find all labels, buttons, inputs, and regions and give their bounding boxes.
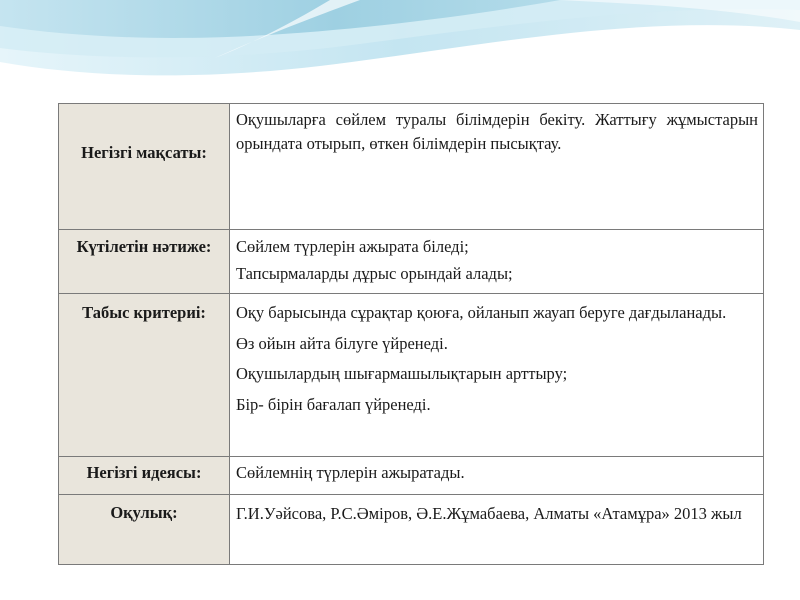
cell-line: Сөйлемнің түрлерін ажыратады. <box>236 463 465 482</box>
table-row <box>59 294 764 457</box>
row-value-expected-result <box>230 230 764 294</box>
cell-line: Оқушыларға сөйлем туралы білімдерін бекіту. Жаттығу жұмыстарын орындата отырып, өткен білімдерін пысықтау. <box>236 110 758 153</box>
cell-line: Бір- бірін бағалап үйренеді. <box>236 394 431 414</box>
row-value-main-idea <box>230 457 764 495</box>
cell-line: Сөйлем түрлерін ажырата біледі; <box>236 237 469 256</box>
cell-line: Өз ойын айта білуге үйренеді. <box>236 333 448 353</box>
row-value-success-criteria <box>230 294 764 457</box>
cell-line: Оқу барысында сұрақтар қоюға, ойланып жауап беруге дағдыланады. <box>236 303 727 322</box>
row-label-textbook: Оқулық: <box>59 495 230 565</box>
table-row <box>59 495 764 565</box>
table-row <box>59 457 764 495</box>
row-value-main-goal <box>230 104 764 230</box>
cell-line: Тапсырмаларды дұрыс орындай алады; <box>236 264 513 283</box>
row-label-expected-result: Күтілетін нәтиже: <box>59 230 230 294</box>
row-label-main-idea: Негізгі идеясы: <box>59 457 230 495</box>
row-label-success-criteria: Табыс критериі: <box>59 294 230 457</box>
row-value-textbook <box>230 495 764 565</box>
table-row <box>59 230 764 294</box>
cell-line: Г.И.Уәйсова, Р.С.Әміров, Ә.Е.Жұмабаева, Алматы «Атамұра» 2013 жыл <box>236 504 742 523</box>
header-wave-decoration <box>0 0 800 95</box>
row-label-main-goal: Негізгі мақсаты: <box>59 104 230 230</box>
cell-line: Оқушылардың шығармашылықтарын арттыру; <box>236 364 568 383</box>
table-row <box>59 104 764 230</box>
lesson-plan-table <box>58 103 764 565</box>
